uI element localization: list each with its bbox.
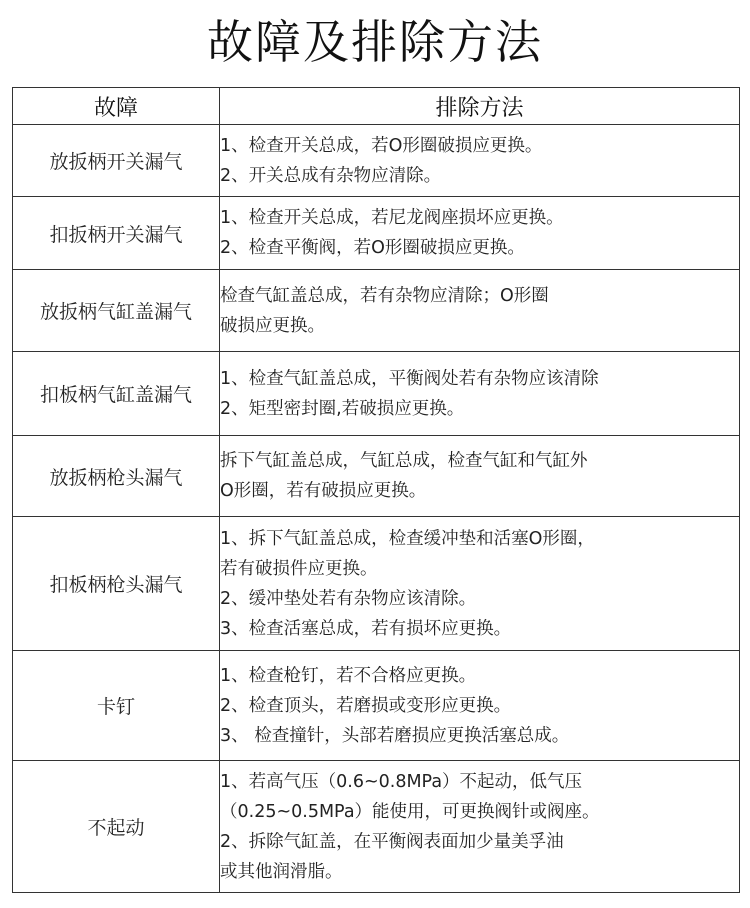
solution-cell — [220, 352, 740, 436]
solution-cell — [220, 651, 740, 761]
solution-line: 1、检查开关总成，若尼龙阀座损坏应更换。 — [220, 208, 564, 228]
solution-cell — [220, 197, 740, 270]
solution-line: 2、拆除气缸盖，在平衡阀表面加少量美孚油 — [220, 831, 564, 852]
table-row — [13, 125, 740, 197]
solution-line: （0.25~0.5MPa）能使用，可更换阀针或阀座。 — [220, 801, 600, 822]
table-row — [13, 436, 740, 517]
fault-cell: 放扳柄枪头漏气 — [13, 436, 220, 517]
solution-cell — [220, 125, 740, 197]
table-row — [13, 761, 740, 893]
solution-line: 1、检查开关总成，若O形圈破损应更换。 — [220, 135, 543, 156]
solution-line: 1、检查气缸盖总成，平衡阀处若有杂物应该清除 — [220, 368, 599, 389]
fault-cell: 不起动 — [13, 761, 220, 893]
solution-line: 1、拆下气缸盖总成，检查缓冲垫和活塞O形圈， — [220, 528, 595, 549]
fault-cell: 放扳柄气缸盖漏气 — [13, 270, 220, 352]
solution-cell — [220, 436, 740, 517]
solution-line: 2、缓冲垫处若有杂物应该清除。 — [220, 588, 477, 609]
solution-line: O形圈，若有破损应更换。 — [220, 481, 427, 501]
solution-line: 3、 检查撞针，头部若磨损应更换活塞总成。 — [220, 725, 570, 746]
table-row — [13, 352, 740, 436]
table-row — [13, 651, 740, 761]
fault-cell: 放扳柄开关漏气 — [13, 125, 220, 197]
solution-line: 2、矩型密封圈,若破损应更换。 — [220, 398, 465, 419]
solution-cell — [220, 270, 740, 352]
column-header-fault: 故障 — [13, 88, 220, 125]
solution-line: 1、检查枪钉，若不合格应更换。 — [220, 665, 477, 686]
table-row — [13, 517, 740, 651]
solution-line: 3、检查活塞总成，若有损坏应更换。 — [220, 618, 512, 639]
solution-line: 或其他润滑脂。 — [220, 861, 343, 882]
fault-table — [12, 87, 740, 893]
column-header-solution: 排除方法 — [220, 88, 740, 125]
solution-line: 若有破损件应更换。 — [220, 558, 378, 579]
solution-line: 破损应更换。 — [220, 315, 325, 336]
fault-cell: 扣板柄枪头漏气 — [13, 517, 220, 651]
solution-line: 2、开关总成有杂物应清除。 — [220, 165, 442, 186]
solution-cell — [220, 517, 740, 651]
table-row — [13, 197, 740, 270]
solution-line: 1、若高气压（0.6~0.8MPa）不起动，低气压 — [220, 771, 583, 792]
table-row — [13, 270, 740, 352]
page-title: 故障及排除方法 — [207, 15, 543, 69]
solution-line: 2、检查顶头，若磨损或变形应更换。 — [220, 695, 512, 716]
solution-line: 检查气缸盖总成，若有杂物应清除；O形圈 — [220, 285, 549, 306]
solution-cell — [220, 761, 740, 893]
solution-line: 拆下气缸盖总成，气缸总成，检查气缸和气缸外 — [220, 451, 588, 471]
fault-cell: 卡钉 — [13, 651, 220, 761]
table-header-row — [13, 88, 740, 125]
solution-line: 2、检查平衡阀，若O形圈破损应更换。 — [220, 238, 525, 258]
fault-cell: 扣板柄气缸盖漏气 — [13, 352, 220, 436]
fault-cell: 扣扳柄开关漏气 — [13, 197, 220, 270]
